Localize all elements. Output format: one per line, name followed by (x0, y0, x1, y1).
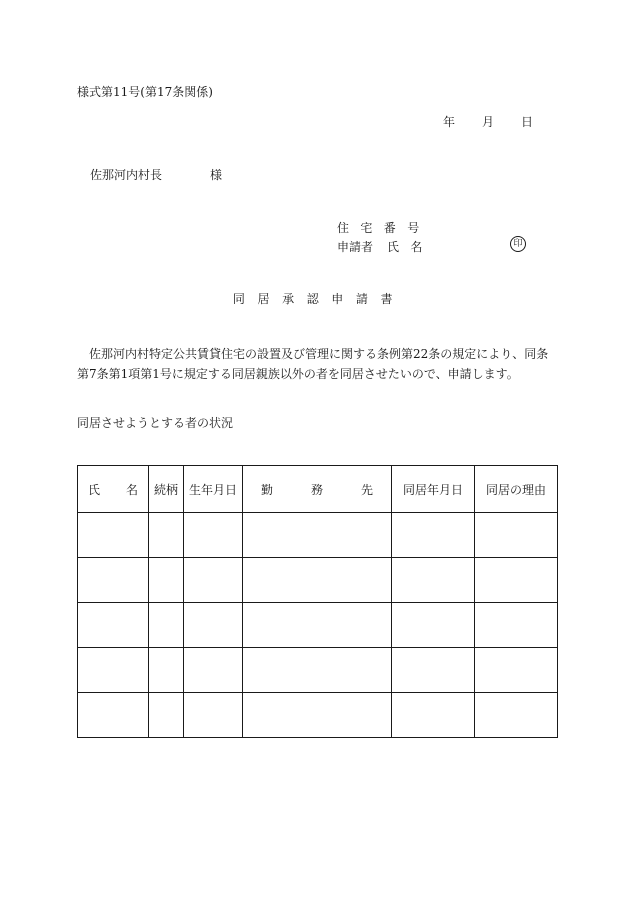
date-line (443, 115, 533, 129)
cell-name[interactable] (78, 693, 149, 738)
cell-workplace[interactable] (243, 648, 392, 693)
date-year-label: 年 (443, 115, 456, 129)
cell-name[interactable] (78, 648, 149, 693)
cell-birth[interactable] (184, 693, 243, 738)
cell-reason[interactable] (475, 513, 558, 558)
cell-relation[interactable] (149, 648, 184, 693)
applicant-label: 申請者 (337, 240, 374, 254)
cell-cohab-date[interactable] (392, 603, 475, 648)
cell-cohab-date[interactable] (392, 558, 475, 603)
table-row (78, 513, 558, 558)
cell-name[interactable] (78, 603, 149, 648)
cell-workplace[interactable] (243, 603, 392, 648)
applicant-name-label: 氏名 (387, 240, 434, 254)
cell-reason[interactable] (475, 648, 558, 693)
document-title: 同居承認申請書 (232, 292, 406, 306)
table-row (78, 558, 558, 603)
header-relation: 続柄 (149, 466, 184, 513)
applicant-line (337, 240, 434, 254)
cell-birth[interactable] (184, 648, 243, 693)
header-birth: 生年月日 (184, 466, 243, 513)
header-cohab-date: 同居年月日 (392, 466, 475, 513)
cell-relation[interactable] (149, 693, 184, 738)
table-row (78, 648, 558, 693)
cell-reason[interactable] (475, 558, 558, 603)
seal-icon: 印 (510, 236, 526, 252)
cell-cohab-date[interactable] (392, 693, 475, 738)
address-label: 住宅番号 (337, 221, 431, 235)
cell-cohab-date[interactable] (392, 648, 475, 693)
cell-workplace[interactable] (243, 513, 392, 558)
cell-reason[interactable] (475, 693, 558, 738)
addressee (90, 168, 222, 182)
cell-relation[interactable] (149, 558, 184, 603)
cell-birth[interactable] (184, 558, 243, 603)
table-row (78, 693, 558, 738)
date-day-label: 日 (520, 115, 533, 129)
cell-cohab-date[interactable] (392, 513, 475, 558)
cell-name[interactable] (78, 513, 149, 558)
body-text: 佐那河内村特定公共賃貸住宅の設置及び管理に関する条例第22条の規定により、同条第7条第1項第1号に規定する同居親族以外の者を同居させたいので、申請します。 (77, 347, 549, 381)
cell-reason[interactable] (475, 603, 558, 648)
addressee-honorific: 様 (210, 168, 223, 182)
cell-workplace[interactable] (243, 558, 392, 603)
header-name: 氏 名 (78, 466, 149, 513)
date-month-label: 月 (481, 115, 494, 129)
table-header-row (78, 466, 558, 513)
cell-relation[interactable] (149, 513, 184, 558)
cell-birth[interactable] (184, 603, 243, 648)
cell-name[interactable] (78, 558, 149, 603)
section-heading: 同居させようとする者の状況 (77, 416, 234, 430)
table-row (78, 603, 558, 648)
status-table (77, 465, 558, 738)
cell-birth[interactable] (184, 513, 243, 558)
cell-workplace[interactable] (243, 693, 392, 738)
header-reason: 同居の理由 (475, 466, 558, 513)
header-workplace: 勤 務 先 (243, 466, 392, 513)
cell-relation[interactable] (149, 603, 184, 648)
addressee-name: 佐那河内村長 (90, 168, 163, 182)
table-body (78, 513, 558, 738)
form-number: 様式第11号(第17条関係) (77, 85, 213, 99)
